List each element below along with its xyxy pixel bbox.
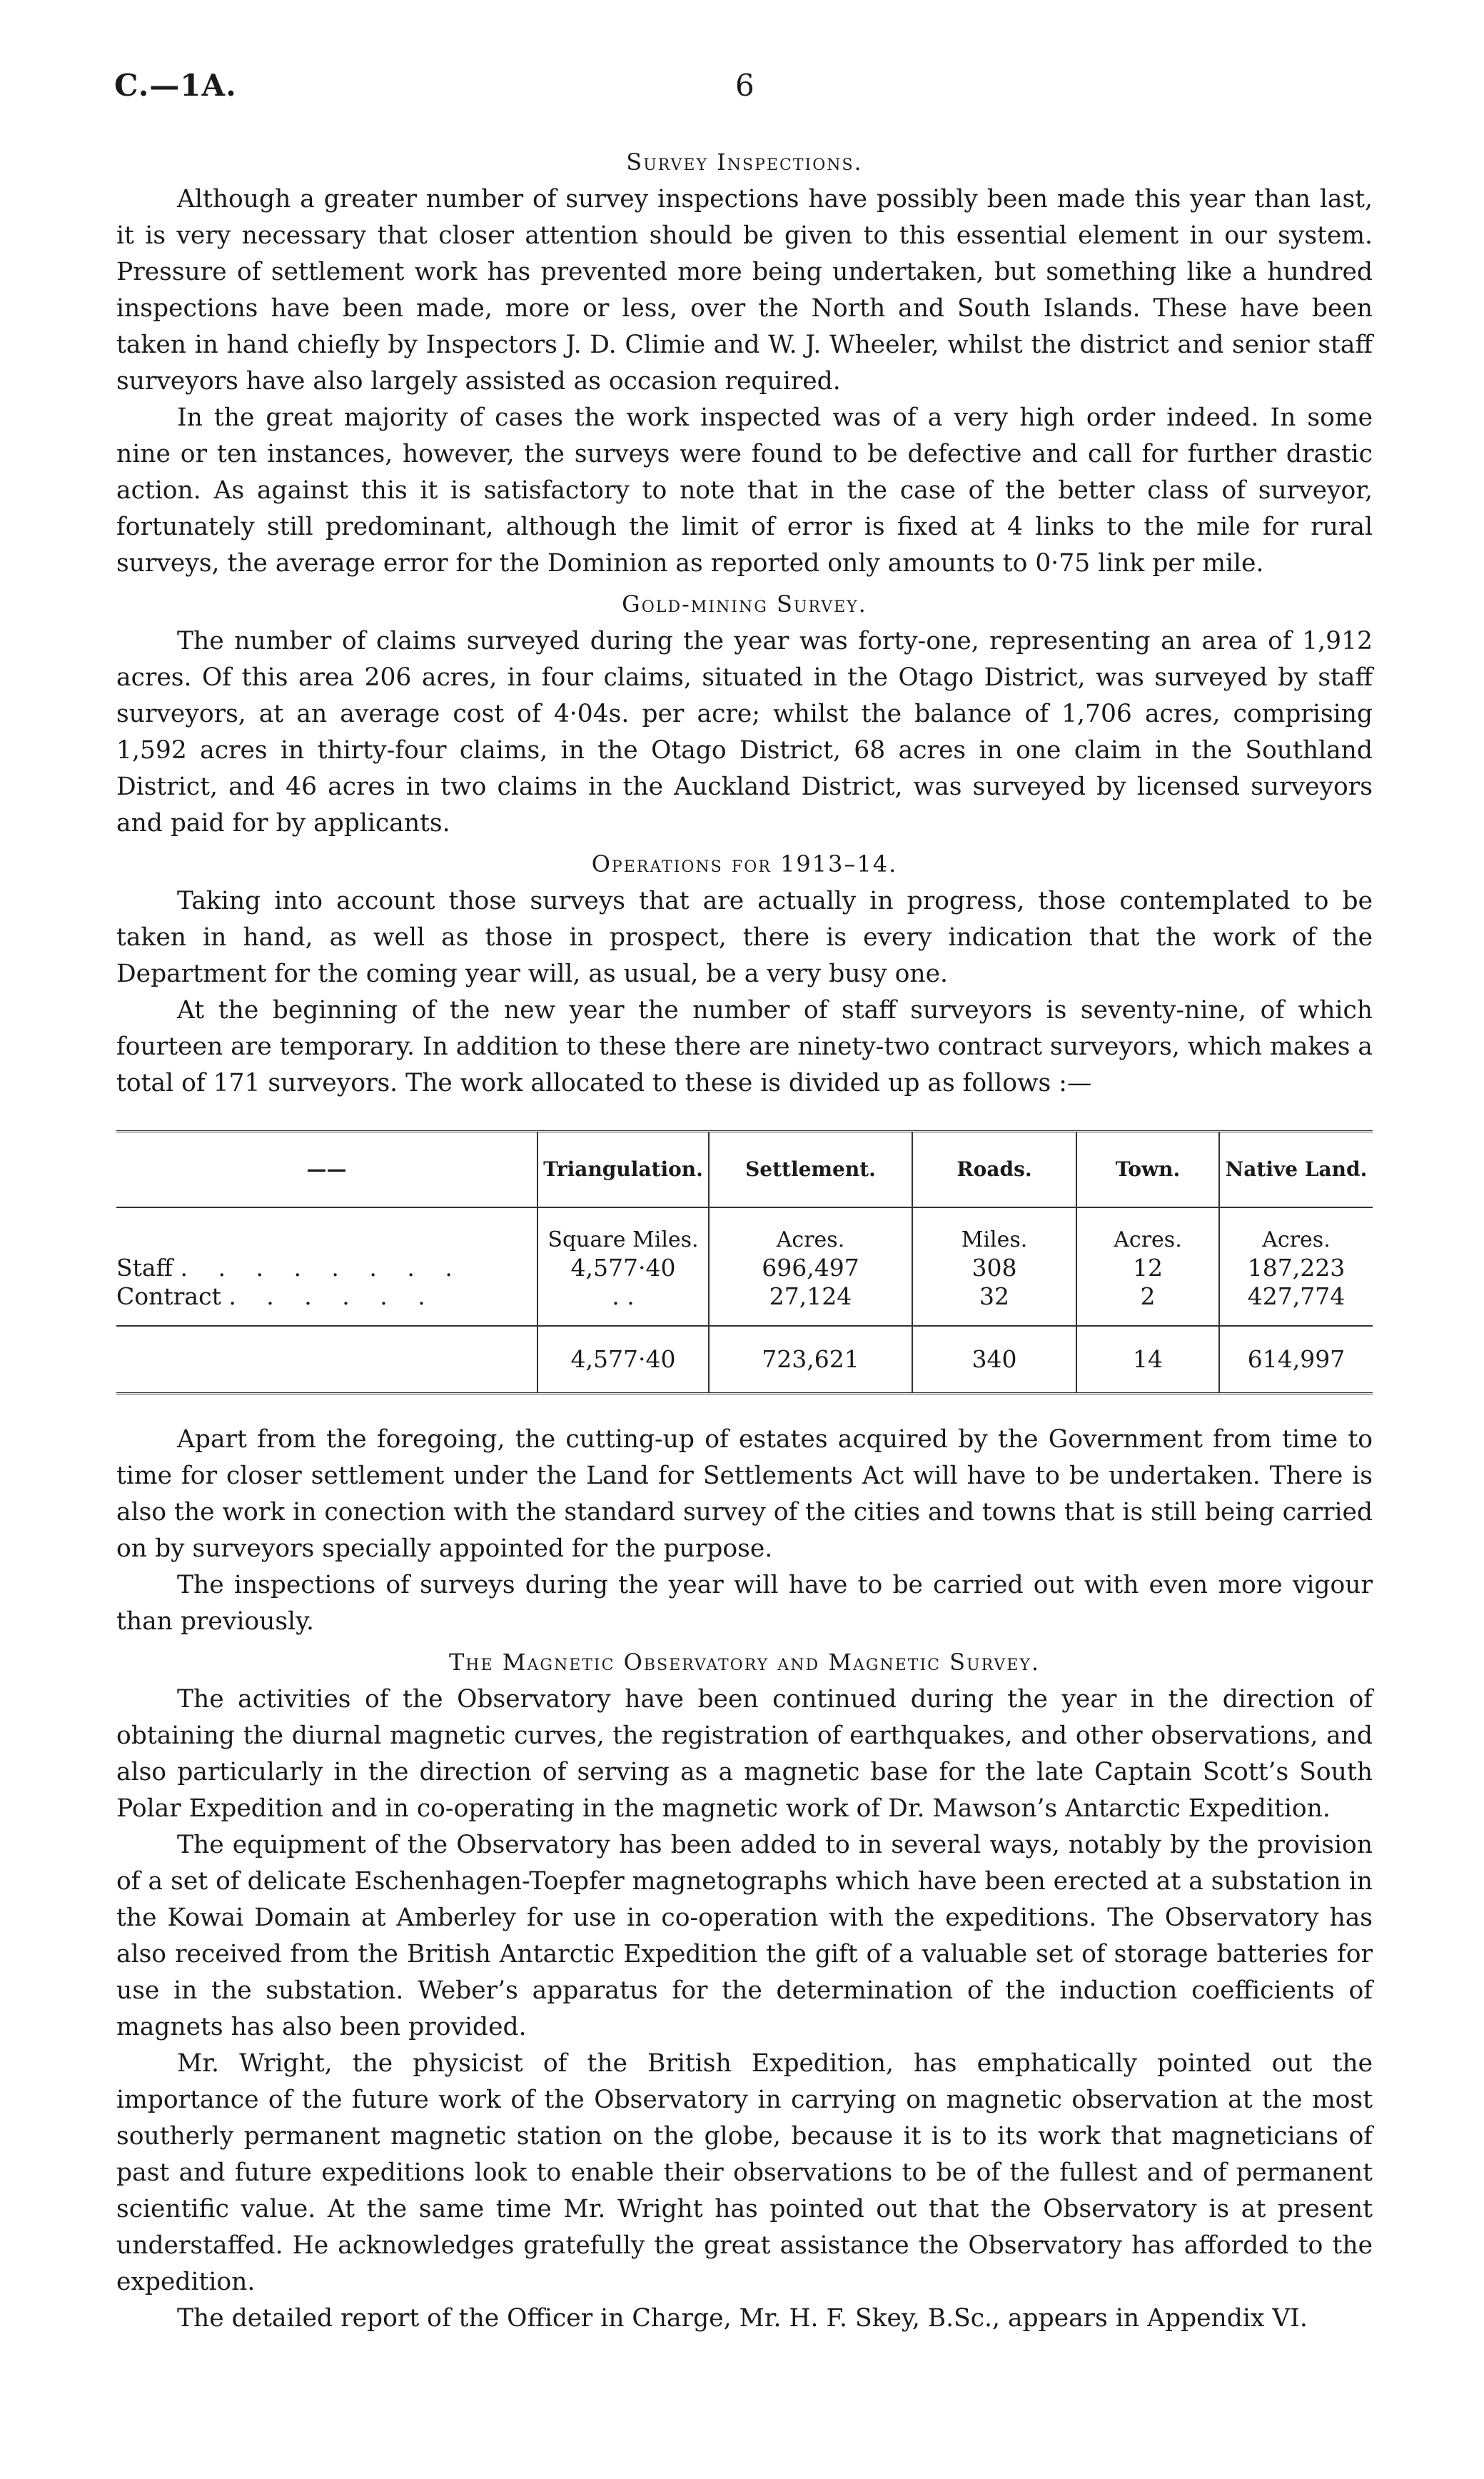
unit-cell: Acres. [709,1207,912,1254]
column-header: Native Land. [1219,1132,1373,1208]
heading-survey-inspections: Survey Inspections. [626,149,863,176]
row-label-cell [116,1282,537,1326]
table-cell: 187,223 [1219,1254,1373,1282]
dot-leader: . . . . . . . . [180,1254,464,1282]
paragraph: The number of claims surveyed during the year was forty-one, representing an area of 1,912 acres. Of this area 206 acres, in four claims, situated in the Otago District, was surveyed by staff surveyors, at an average cost of 4·04s. per acre; whilst the balance of 1,706 acres, comprising 1,592 acres in thirty-four claims, in the Otago District, 68 acres in one claim in the Southland District, and 46 acres in two claims in the Auckland District, was surveyed by licensed surveyors and paid for by applicants. [116,627,1373,838]
total-cell: 723,621 [709,1326,912,1394]
total-cell: 14 [1076,1326,1219,1394]
totals-label-cell [116,1326,537,1394]
dot-leader: . . . . . . [228,1282,437,1310]
table-cell: 12 [1076,1254,1219,1282]
paragraph: At the beginning of the new year the number of staff surveyors is seventy-nine, of which fourteen are temporary. In addition to these there are ninety-two contract surveyors, which makes a total of 171 surveyors. The work allocated to these is divided up as follows :— [116,996,1373,1097]
unit-cell: Acres. [1076,1207,1219,1254]
table-cell: 32 [912,1282,1076,1326]
table-cell: 27,124 [709,1282,912,1326]
row-label: Contract [116,1282,221,1310]
row-label-cell [116,1254,537,1282]
work-allocation-table [116,1130,1373,1394]
unit-cell: Miles. [912,1207,1076,1254]
table-cell: 696,497 [709,1254,912,1282]
table-cell: . . [537,1282,709,1326]
total-cell: 4,577·40 [537,1326,709,1394]
heading-gold-mining-survey: Gold-mining Survey. [622,590,867,618]
column-header: —— [116,1132,537,1208]
paragraph: The detailed report of the Officer in Charge, Mr. H. F. Skey, B.Sc., appears in Appendix VI. [177,2304,1308,2333]
row-label: Staff [116,1254,173,1282]
paragraph: Mr. Wright, the physicist of the British Expedition, has emphatically pointed out the importance of the future work of the Observatory in carrying on magnetic observation at the most southerly permanent magnetic station on the globe, because it is to its work that magneticians of past and future expeditions look to enable their observations to be of the fullest and of permanent scientific value. At the same time Mr. Wright has pointed out that the Observatory is at present understaffed. He acknowledges gratefully the great assistance the Observatory has afforded to the expedition. [116,2049,1373,2296]
total-cell: 340 [912,1326,1076,1394]
table-units-row [116,1207,1373,1254]
units-label-cell [116,1207,537,1254]
document-reference: C.—1A. [114,68,237,103]
column-header: Settlement. [709,1132,912,1208]
page-number: 6 [735,68,754,103]
table-cell: 2 [1076,1282,1219,1326]
paragraph: Taking into account those surveys that are actually in progress, those contemplated to be taken in hand, as well as those in prospect, there is every indication that the work of the Department for the coming year will, as usual, be a very busy one. [116,887,1373,988]
heading-operations: Operations for 1913–14. [591,850,898,878]
paragraph: The inspections of surveys during the year will have to be carried out with even more vigour than previously. [116,1571,1373,1636]
paragraph: Apart from the foregoing, the cutting-up of estates acquired by the Government from time to time for closer settlement under the Land for Settlements Act will have to be undertaken. There is also the work in conection with the standard survey of the cities and towns that is still being carried on by surveyors specially appointed for the purpose. [116,1425,1373,1563]
column-header: Triangulation. [537,1132,709,1208]
table-header-row [116,1132,1373,1208]
table-totals-row [116,1326,1373,1394]
table-cell: 427,774 [1219,1282,1373,1326]
unit-cell: Acres. [1219,1207,1373,1254]
unit-cell: Square Miles. [537,1207,709,1254]
table-row [116,1282,1373,1326]
column-header: Town. [1076,1132,1219,1208]
table-cell: 308 [912,1254,1076,1282]
paragraph: The equipment of the Observatory has been added to in several ways, notably by the provision of a set of delicate Eschenhagen-Toepfer magnetographs which have been erected at a substation in the Kowai Domain at Amberley for use in co-operation with the expeditions. The Observatory has also received from the British Antarctic Expedition the gift of a valuable set of storage batteries for use in the substation. Weber’s apparatus for the determination of the induction coefficients of magnets has also been provided. [116,1831,1373,2041]
table-row [116,1254,1373,1282]
heading-magnetic-observatory: The Magnetic Observatory and Magnetic Survey. [448,1649,1041,1676]
page-header [114,68,1371,118]
table-cell: 4,577·40 [537,1254,709,1282]
paragraph: Although a greater number of survey inspections have possibly been made this year than last, it is very necessary that closer attention should be given to this essential element in our system. Pressure of settlement work has prevented more being undertaken, but something like a hundred inspections have been made, more or less, over the North and South Islands. These have been taken in hand chiefly by Inspectors J. D. Climie and W. J. Wheeler, whilst the district and senior staff surveyors have also largely assisted as occasion required. [116,185,1373,396]
page-body [116,140,1373,2337]
paragraph: The activities of the Observatory have been continued during the year in the direction of obtaining the diurnal magnetic curves, the registration of earthquakes, and other observations, and also particularly in the direction of serving as a magnetic base for the late Captain Scott’s South Polar Expedition and in co-operating in the magnetic work of Dr. Mawson’s Antarctic Expedition. [116,1685,1373,1823]
column-header: Roads. [912,1132,1076,1208]
total-cell: 614,997 [1219,1326,1373,1394]
paragraph: In the great majority of cases the work inspected was of a very high order indeed. In some nine or ten instances, however, the surveys were found to be defective and call for further drastic action. As against this it is satisfactory to note that in the case of the better class of surveyor, fortunately still predominant, although the limit of error is fixed at 4 links to the mile for rural surveys, the average error for the Dominion as reported only amounts to 0·75 link per mile. [116,403,1373,578]
